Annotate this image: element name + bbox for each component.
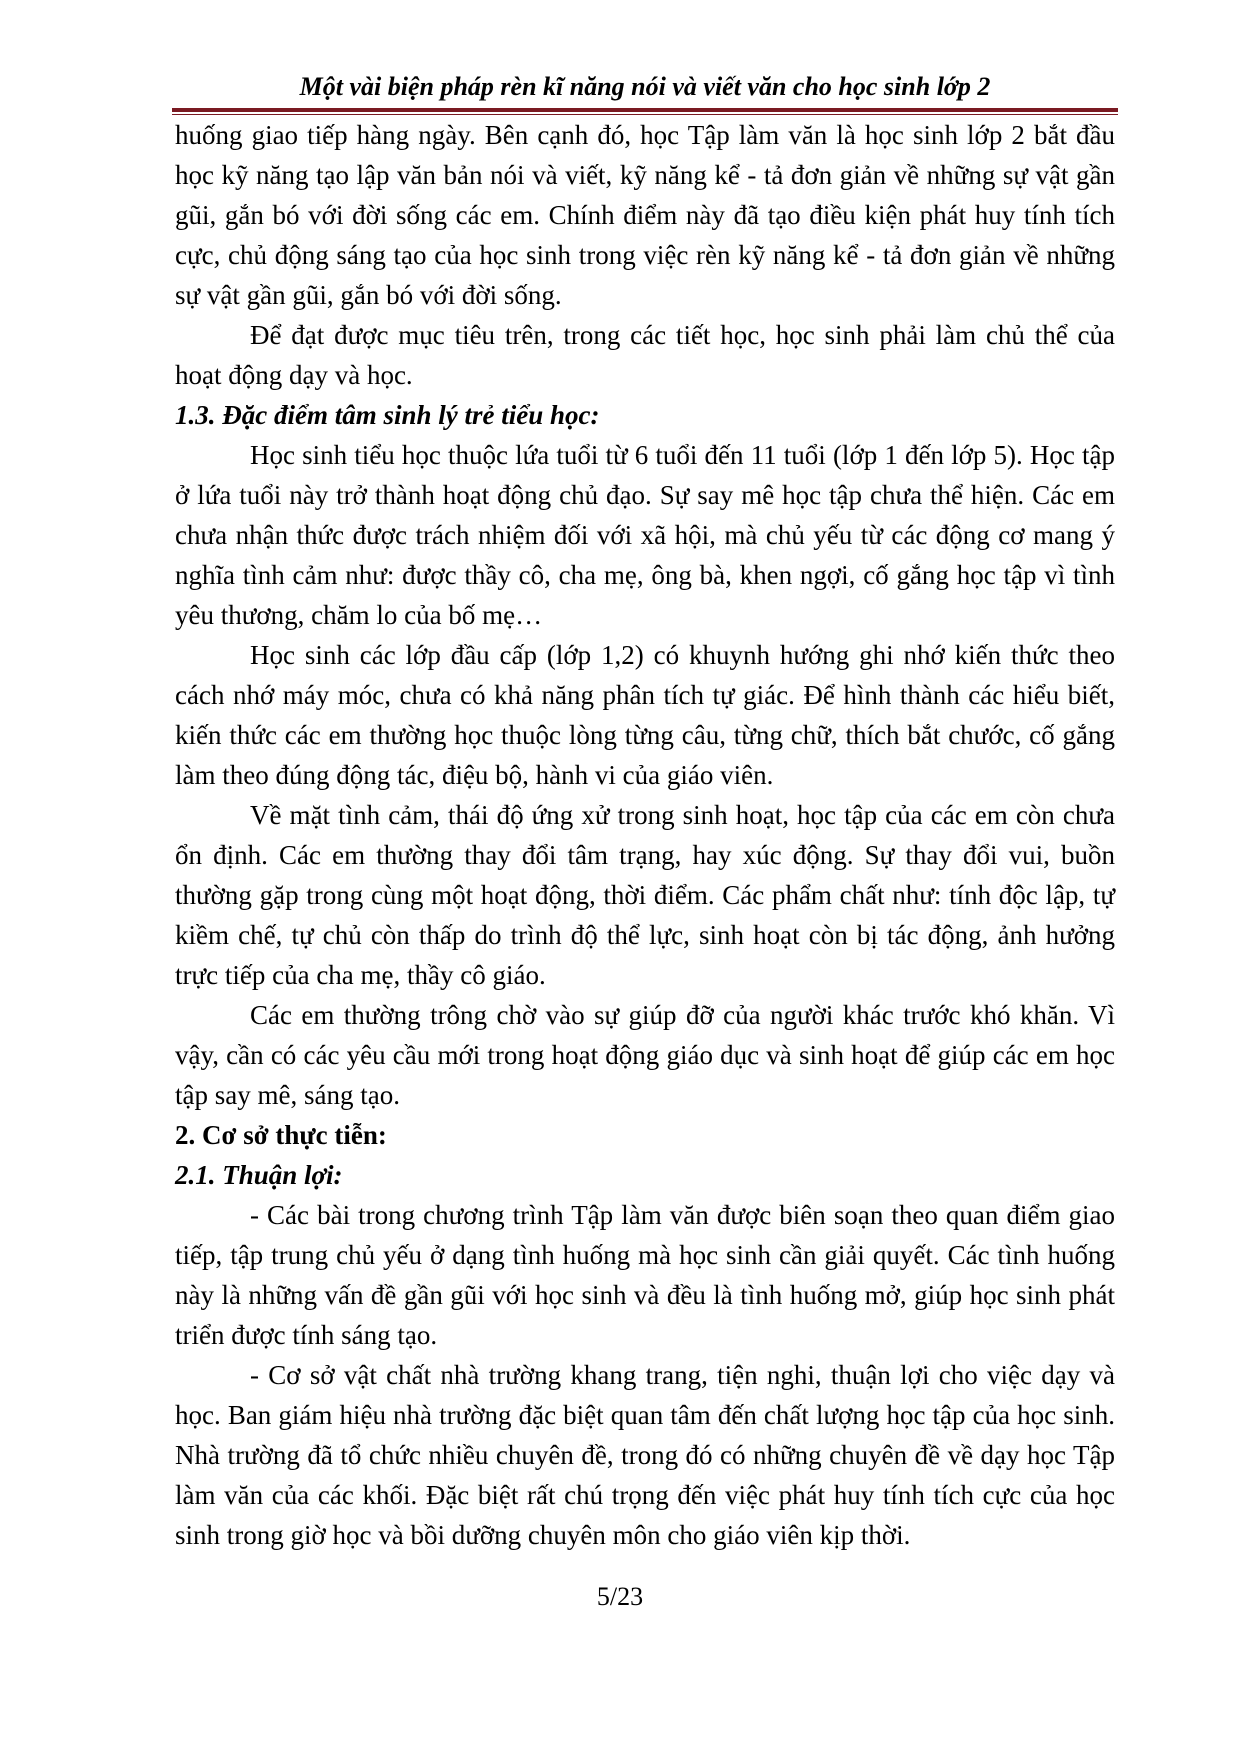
paragraph: huống giao tiếp hàng ngày. Bên cạnh đó, học Tập làm văn là học sinh lớp 2 bắt đầu học kỹ năng tạo lập văn bản nói và viết, kỹ năng kể - tả đơn giản về những sự vật gần gũi, gắn bó với đời sống các em. Chính điểm này đã tạo điều kiện phát huy tính tích cực, chủ động sáng tạo của học sinh trong việc rèn kỹ năng kể - tả đơn giản về những sự vật gần gũi, gắn bó với đời sống. xyxy=(175,120,1115,310)
section-heading-2: 2. Cơ sở thực tiễn: xyxy=(175,1120,387,1150)
section-heading-1-3: 1.3. Đặc điểm tâm sinh lý trẻ tiểu học: xyxy=(175,400,600,430)
section-heading-2-1: 2.1. Thuận lợi: xyxy=(175,1160,343,1190)
paragraph: - Cơ sở vật chất nhà trường khang trang, tiện nghi, thuận lợi cho việc dạy và học. Ban giám hiệu nhà trường đặc biệt quan tâm đến chất lượng học tập của học sinh. Nhà trường đã tổ chức nhiều chuyên đề, trong đó có những chuyên đề về dạy học Tập làm văn của các khối. Đặc biệt rất chú trọng đến việc phát huy tính tích cực của học sinh trong giờ học và bồi dưỡng chuyên môn cho giáo viên kịp thời. xyxy=(175,1360,1115,1550)
paragraph: Học sinh tiểu học thuộc lứa tuổi từ 6 tuổi đến 11 tuổi (lớp 1 đến lớp 5). Học tập ở lứa tuổi này trở thành hoạt động chủ đạo. Sự say mê học tập chưa thể hiện. Các em chưa nhận thức được trách nhiệm đối với xã hội, mà chủ yếu từ các động cơ mang ý nghĩa tình cảm như: được thầy cô, cha mẹ, ông bà, khen ngợi, cố gắng học tập vì tình yêu thương, chăm lo của bố mẹ… xyxy=(175,440,1115,630)
body-text xyxy=(175,115,1115,1555)
paragraph: Học sinh các lớp đầu cấp (lớp 1,2) có khuynh hướng ghi nhớ kiến thức theo cách nhớ máy móc, chưa có khả năng phân tích tự giác. Để hình thành các hiểu biết, kiến thức các em thường học thuộc lòng từng câu, từng chữ, thích bắt chước, cố gắng làm theo đúng động tác, điệu bộ, hành vi của giáo viên. xyxy=(175,640,1115,790)
header-rule xyxy=(172,108,1118,112)
paragraph: Các em thường trông chờ vào sự giúp đỡ của người khác trước khó khăn. Vì vậy, cần có các yêu cầu mới trong hoạt động giáo dục và sinh hoạt để giúp các em học tập say mê, sáng tạo. xyxy=(175,1000,1115,1110)
paragraph: Để đạt được mục tiêu trên, trong các tiết học, học sinh phải làm chủ thể của hoạt động dạy và học. xyxy=(175,320,1115,390)
paragraph: - Các bài trong chương trình Tập làm văn được biên soạn theo quan điểm giao tiếp, tập trung chủ yếu ở dạng tình huống mà học sinh cần giải quyết. Các tình huống này là những vấn đề gần gũi với học sinh và đều là tình huống mở, giúp học sinh phát triển được tính sáng tạo. xyxy=(175,1200,1115,1350)
paragraph: Về mặt tình cảm, thái độ ứng xử trong sinh hoạt, học tập của các em còn chưa ổn định. Các em thường thay đổi tâm trạng, hay xúc động. Sự thay đổi vui, buồn thường gặp trong cùng một hoạt động, thời điểm. Các phẩm chất như: tính độc lập, tự kiềm chế, tự chủ còn thấp do trình độ thể lực, sinh hoạt còn bị tác động, ảnh hưởng trực tiếp của cha mẹ, thầy cô giáo. xyxy=(175,800,1115,990)
running-header-title: Một vài biện pháp rèn kĩ năng nói và viết văn cho học sinh lớp 2 xyxy=(299,72,991,101)
page-number: 5/23 xyxy=(596,1582,644,1611)
